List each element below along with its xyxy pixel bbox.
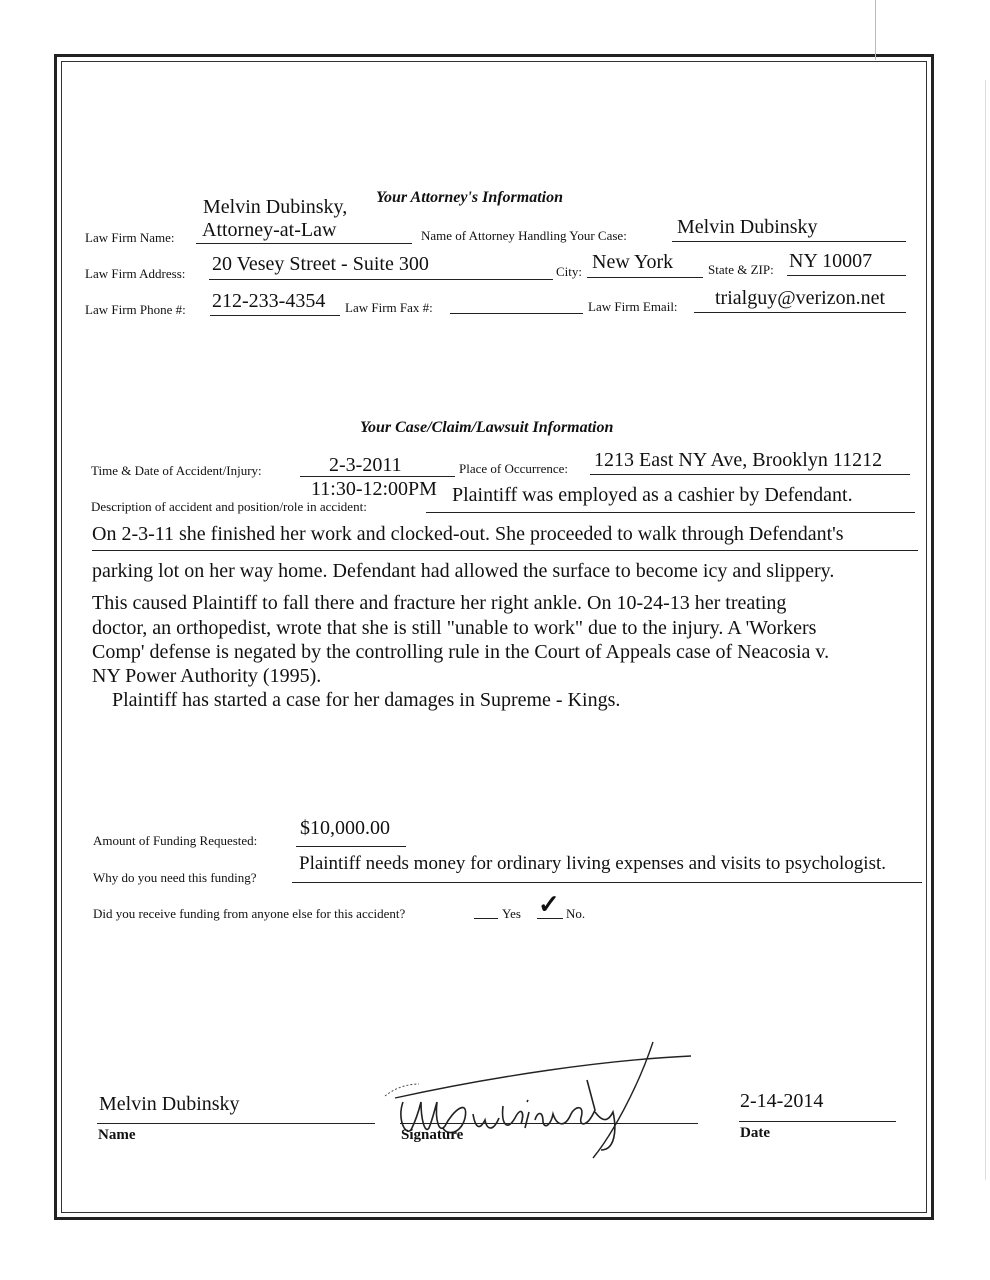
date-value[interactable]: 2-3-2011 <box>329 454 402 476</box>
email-value[interactable]: trialguy@verizon.net <box>715 287 886 309</box>
narrative-line: Comp' defense is negated by the controlling rule in the Court of Appeals case of Neacosia v. <box>92 641 830 663</box>
fax-label: Law Firm Fax #: <box>345 300 433 315</box>
why-label: Why do you need this funding? <box>93 870 257 885</box>
narrative-line: This caused Plaintiff to fall there and fracture her right ankle. On 10-24-13 her treating <box>92 592 787 614</box>
why-line <box>292 882 922 883</box>
amount-line <box>296 846 406 847</box>
signature-line <box>400 1123 698 1124</box>
no-checkmark-icon[interactable]: ✓ <box>538 890 560 919</box>
attorney-handling-line <box>672 241 906 242</box>
amount-label: Amount of Funding Requested: <box>93 833 258 848</box>
state-zip-label: State & ZIP: <box>708 262 774 277</box>
narrative-line: On 2-3-11 she finished her work and clocked-out. She proceeded to walk through Defendant's <box>92 523 844 545</box>
address-line <box>209 279 553 280</box>
firm-name-line <box>196 243 412 244</box>
datetime-label: Time & Date of Accident/Injury: <box>91 463 262 478</box>
state-zip-value[interactable]: NY 10007 <box>789 250 873 272</box>
name-label: Name <box>98 1127 136 1143</box>
narrative-line: parking lot on her way home. Defendant had allowed the surface to become icy and slippery. <box>92 560 835 582</box>
narrative-underline <box>92 550 918 551</box>
firm-name-value[interactable]: Attorney-at-Law <box>202 219 337 241</box>
attorney-name-prefix: Melvin Dubinsky, <box>203 196 348 218</box>
address-value[interactable]: 20 Vesey Street - Suite 300 <box>212 253 429 275</box>
narrative-line: Plaintiff has started a case for her damages in Supreme - Kings. <box>92 689 621 711</box>
date-signed-value[interactable]: 2-14-2014 <box>740 1090 824 1112</box>
case-section-heading: Your Case/Claim/Lawsuit Information <box>360 419 614 436</box>
why-value[interactable]: Plaintiff needs money for ordinary living expenses and visits to psychologist. <box>299 853 886 874</box>
phone-label: Law Firm Phone #: <box>85 302 186 317</box>
email-line <box>694 312 906 313</box>
phone-line <box>210 315 340 316</box>
time-value[interactable]: 11:30-12:00PM <box>311 478 437 500</box>
signer-name-value[interactable]: Melvin Dubinsky <box>99 1093 240 1115</box>
city-line <box>587 277 703 278</box>
other-funding-label: Did you receive funding from anyone else for this accident? <box>93 906 406 921</box>
address-label: Law Firm Address: <box>85 266 186 281</box>
place-label: Place of Occurrence: <box>459 461 568 476</box>
narrative-line: doctor, an orthopedist, wrote that she is still "unable to work" due to the injury. A 'Workers <box>92 617 817 639</box>
narrative-line: NY Power Authority (1995). <box>92 665 322 687</box>
email-label: Law Firm Email: <box>588 299 678 314</box>
firm-name-label: Law Firm Name: <box>85 230 175 245</box>
description-line <box>426 512 915 513</box>
signature-label: Signature <box>401 1127 464 1143</box>
attorney-handling-value[interactable]: Melvin Dubinsky <box>677 216 818 238</box>
state-zip-line <box>787 275 906 276</box>
date-line <box>739 1121 896 1122</box>
scan-edge-mark <box>985 80 986 1180</box>
yes-line <box>474 918 498 919</box>
city-value[interactable]: New York <box>592 251 674 273</box>
fax-line <box>450 313 583 314</box>
place-line <box>590 474 910 475</box>
date-label: Date <box>740 1125 770 1141</box>
description-first-line[interactable]: Plaintiff was employed as a cashier by Defendant. <box>452 484 853 506</box>
yes-label: Yes <box>502 906 521 921</box>
city-label: City: <box>556 264 583 279</box>
no-label: No. <box>566 906 586 921</box>
attorney-handling-label: Name of Attorney Handling Your Case: <box>421 228 627 243</box>
scan-edge-mark <box>875 0 876 60</box>
attorney-section-heading: Your Attorney's Information <box>376 189 564 206</box>
description-label: Description of accident and position/role in accident: <box>91 499 367 514</box>
phone-value[interactable]: 212-233-4354 <box>212 290 326 312</box>
handwritten-signature <box>375 1040 715 1170</box>
place-value[interactable]: 1213 East NY Ave, Brooklyn 11212 <box>594 449 883 471</box>
amount-value[interactable]: $10,000.00 <box>300 817 390 839</box>
name-line <box>97 1123 375 1124</box>
